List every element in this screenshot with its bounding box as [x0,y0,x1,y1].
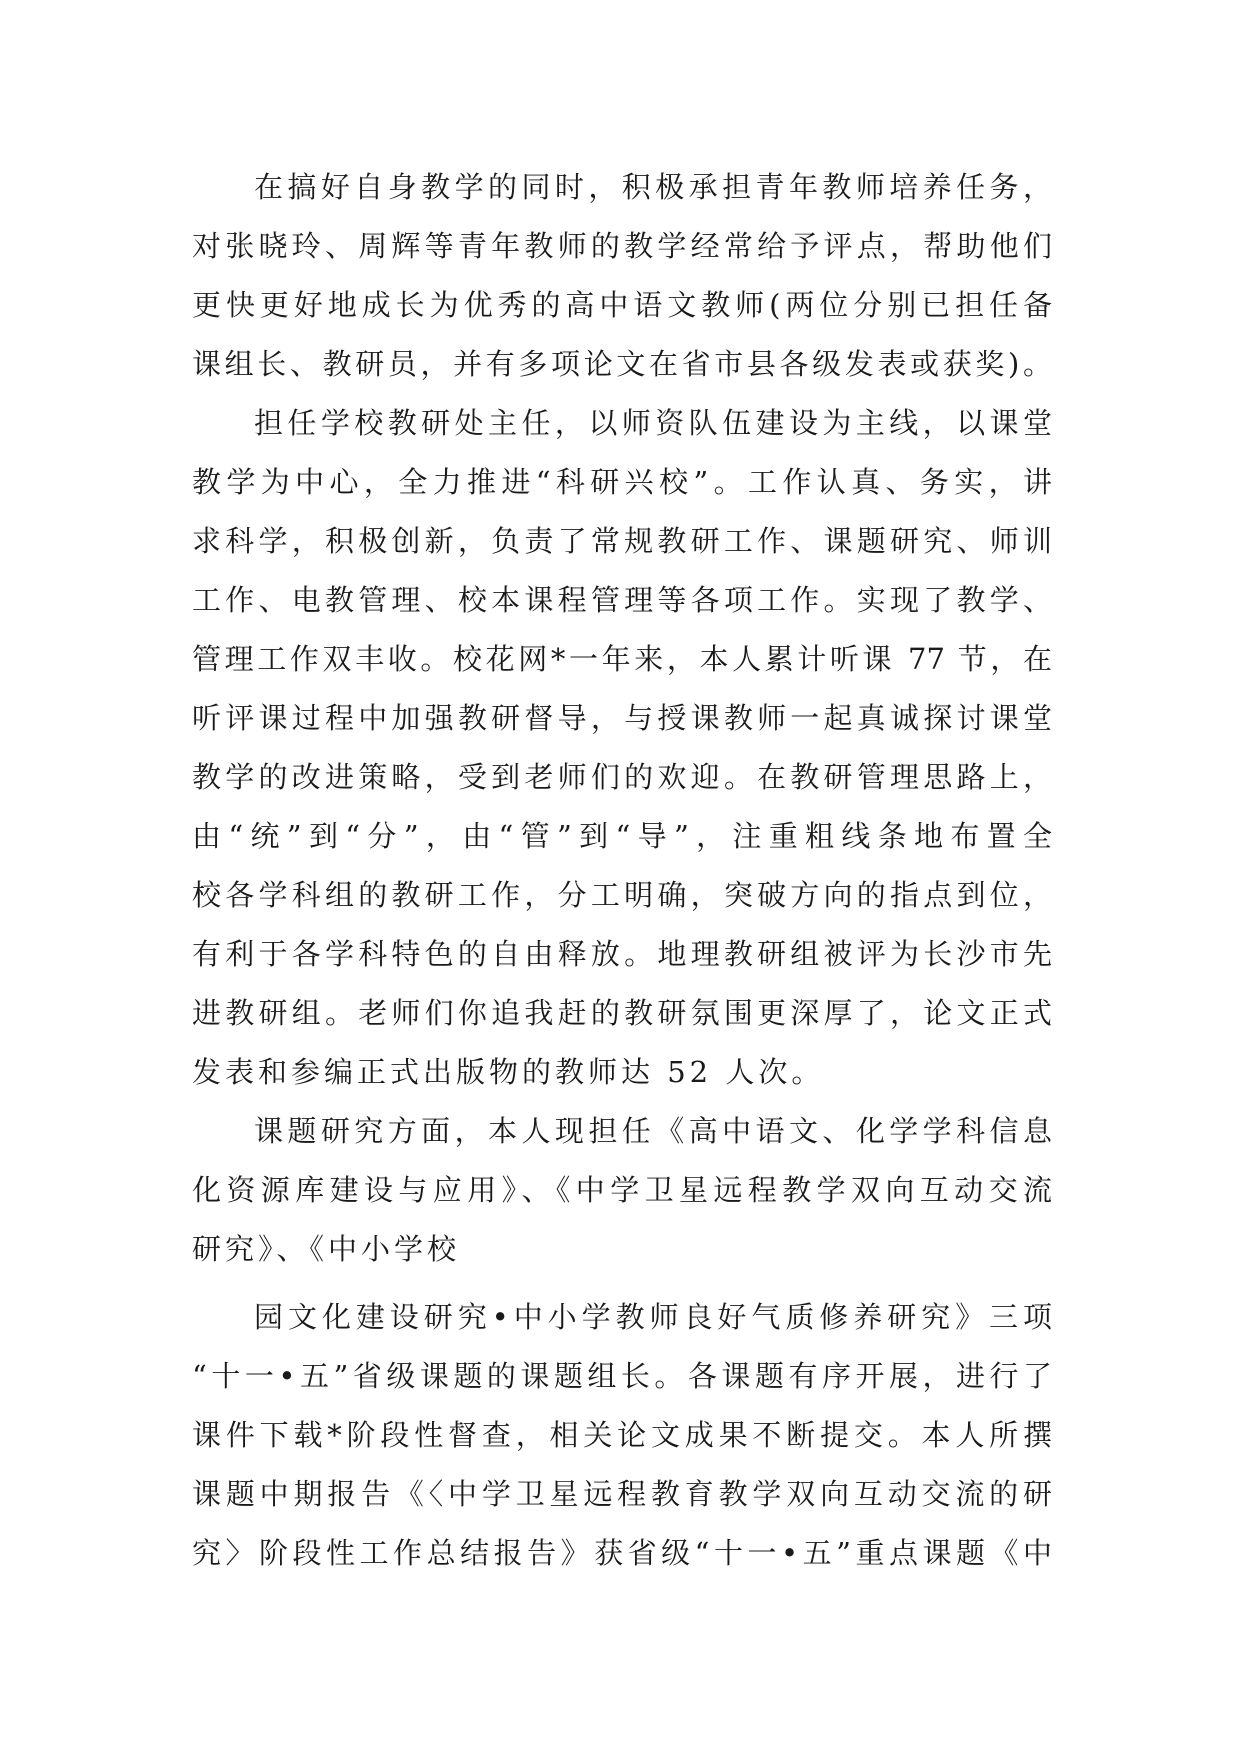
text-line: 园文化建设研究•中小学教师良好气质修养研究》三项 [254,1300,1052,1334]
text-line: 在搞好自身教学的同时，积极承担青年教师培养任务， [254,170,1052,204]
text-line: 求科学，积极创新，负责了常规教研工作、课题研究、师训 [192,524,1052,558]
text-line: 对张晓玲、周辉等青年教师的教学经常给予评点，帮助他们 [192,229,1052,263]
text-line: 由“统”到“分”，由“管”到“导”，注重粗线条地布置全 [192,819,1052,853]
text-line: 有利于各学科特色的自由释放。地理教研组被评为长沙市先 [192,937,1052,971]
text-line: 课题研究方面，本人现担任《高中语文、化学学科信息 [254,1114,1052,1148]
text-line: 校各学科组的教研工作，分工明确，突破方向的指点到位， [192,878,1052,912]
text-line: 发表和参编正式出版物的教师达 52 人次。 [192,1055,825,1089]
text-line: 研究》、《中小学校 [192,1232,461,1266]
text-line: 管理工作双丰收。校花网*一年来，本人累计听课 77 节，在 [192,642,1052,676]
text-line: 课件下载*阶段性督查，相关论文成果不断提交。本人所撰 [192,1418,1052,1452]
text-line: 究〉阶段性工作总结报告》获省级“十一•五”重点课题《中 [192,1536,1052,1570]
text-line: 教学的改进策略，受到老师们的欢迎。在教研管理思路上， [192,760,1052,794]
text-line: 工作、电教管理、校本课程管理等各项工作。实现了教学、 [192,583,1052,617]
text-line: 进教研组。老师们你追我赶的教研氛围更深厚了，论文正式 [192,996,1052,1030]
text-line: 课组长、教研员，并有多项论文在省市县各级发表或获奖)。 [192,347,1052,381]
text-line: 化资源库建设与应用》、《中学卫星远程教学双向互动交流 [192,1173,1052,1207]
text-line: 教学为中心，全力推进“科研兴校”。工作认真、务实，讲 [192,465,1052,499]
text-line: “十一•五”省级课题的课题组长。各课题有序开展，进行了 [192,1359,1052,1393]
paragraph [192,158,1052,394]
body-text [192,158,1052,1583]
paragraph [192,394,1052,1102]
text-line: 听评课过程中加强教研督导，与授课教师一起真诚探讨课堂 [192,701,1052,735]
paragraph [192,1288,1052,1583]
text-line: 担任学校教研处主任，以师资队伍建设为主线，以课堂 [254,406,1052,440]
paragraph [192,1102,1052,1279]
text-line: 更快更好地成长为优秀的高中语文教师(两位分别已担任备 [192,288,1052,322]
text-line: 课题中期报告《〈中学卫星远程教育教学双向互动交流的研 [192,1477,1052,1511]
